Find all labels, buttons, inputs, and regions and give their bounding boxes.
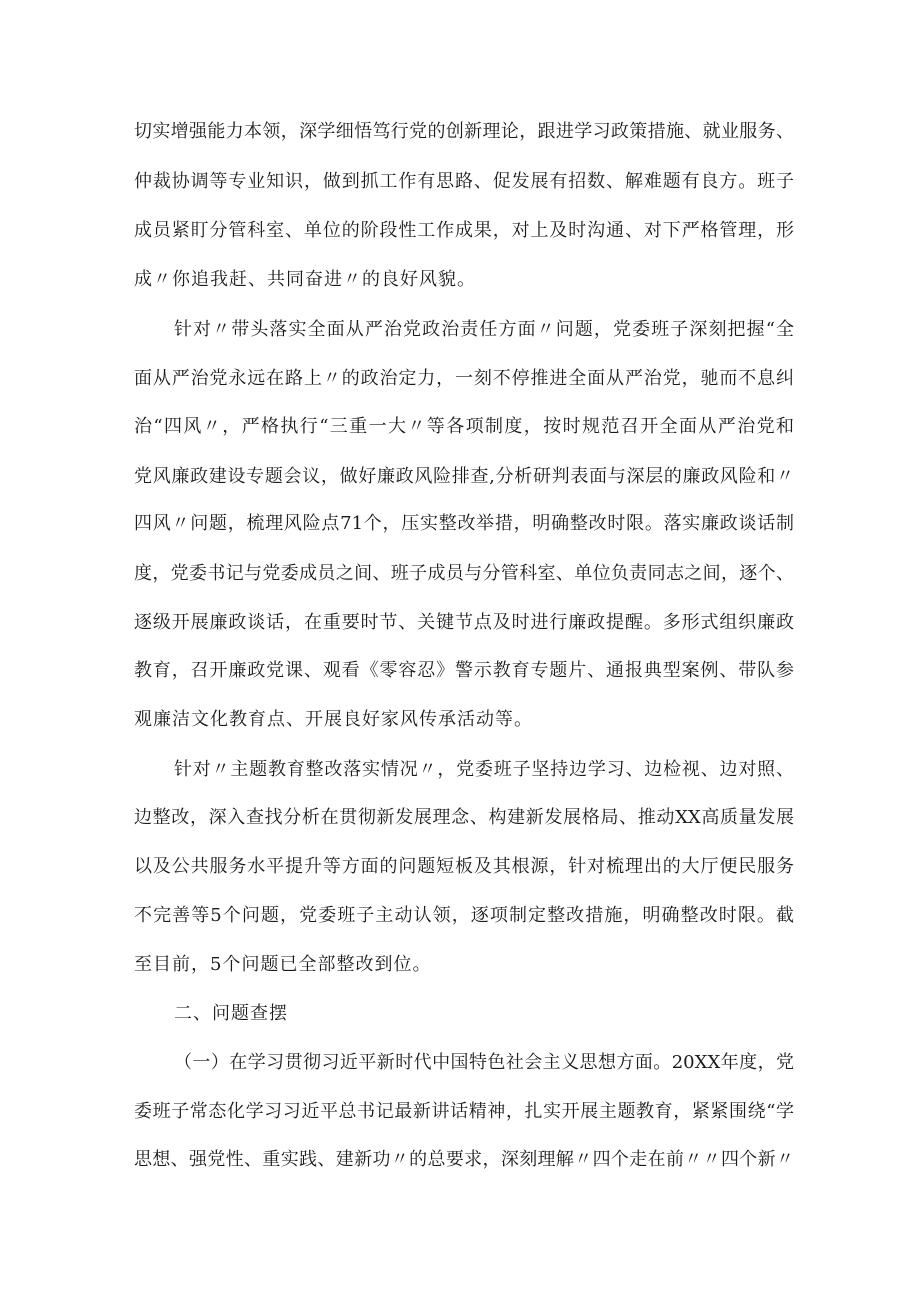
paragraph-2-line-4: 党风廉政建设专题会议，做好廉政风险排查,分析研判表面与深层的廉政风险和〃 (134, 466, 794, 487)
paragraph-3-line-5: 至目前，5个问题已全部整改到位。 (134, 954, 432, 975)
paragraph-2-line-5: 四风〃问题，梳理风险点71个，压实整改举措，明确整改时限。落实廉政谈话制 (134, 513, 794, 534)
paragraph-1-line-2: 仲裁协调等专业知识，做到抓工作有思路、促发展有招数、解难题有良方。班子 (134, 171, 794, 192)
paragraph-3-line-4: 不完善等5个问题，党委班子主动认领，逐项制定整改措施，明确整改时限。截 (134, 905, 794, 926)
paragraph-1-line-3: 成员紧盯分管科室、单位的阶段性工作成果，对上及时沟通、对下严格管理，形 (134, 220, 794, 241)
paragraph-2-line-3: 治“四风〃，严格执行“三重一大〃等各项制度，按时规范召开全面从严治党和 (134, 416, 794, 437)
paragraph-3-line-2: 边整改，深入查找分析在贯彻新发展理念、构建新发展格局、推动XX高质量发展 (134, 807, 794, 828)
paragraph-4-line-2: 委班子常态化学习习近平总书记最新讲话精神，扎实开展主题教育，紧紧围绕“学 (134, 1101, 794, 1122)
paragraph-2-line-1: 针对〃带头落实全面从严治党政治责任方面〃问题，党委班子深刻把握“全 (174, 319, 794, 340)
paragraph-2-line-9: 观廉洁文化教育点、开展良好家风传承活动等。 (134, 709, 533, 730)
paragraph-3-line-3: 以及公共服务水平提升等方面的问题短板及其根源，针对梳理出的大厅便民服务 (134, 856, 794, 877)
paragraph-2-line-8: 教育，召开廉政党课、观看《零容忍》警示教育专题片、通报典型案例、带队参 (134, 660, 794, 681)
paragraph-4-line-3: 思想、强党性、重实践、建新功〃的总要求，深刻理解〃四个走在前〃〃四个新〃 (134, 1149, 794, 1170)
paragraph-1-line-1: 切实增强能力本领，深学细悟笃行党的创新理论，跟进学习政策措施、就业服务、 (134, 121, 794, 142)
paragraph-1-line-4: 成〃你追我赶、共同奋进〃的良好风貌。 (134, 269, 476, 290)
paragraph-3-line-1: 针对〃主题教育整改落实情况〃，党委班子坚持边学习、边检视、边对照、 (174, 759, 794, 780)
paragraph-2-line-7: 逐级开展廉政谈话，在重要时节、关键节点及时进行廉政提醒。多形式组织廉政 (134, 612, 794, 633)
paragraph-2-line-2: 面从严治党永远在路上〃的政治定力，一刻不停推进全面从严治党，驰而不息纠 (134, 368, 794, 389)
paragraph-2-line-6: 度，党委书记与党委成员之间、班子成员与分管科室、单位负责同志之间，逐个、 (134, 563, 794, 584)
paragraph-4-line-1: （一）在学习贯彻习近平新时代中国特色社会主义思想方面。20XX年度，党 (174, 1052, 794, 1073)
section-heading: 二、问题查摆 (174, 1003, 288, 1024)
